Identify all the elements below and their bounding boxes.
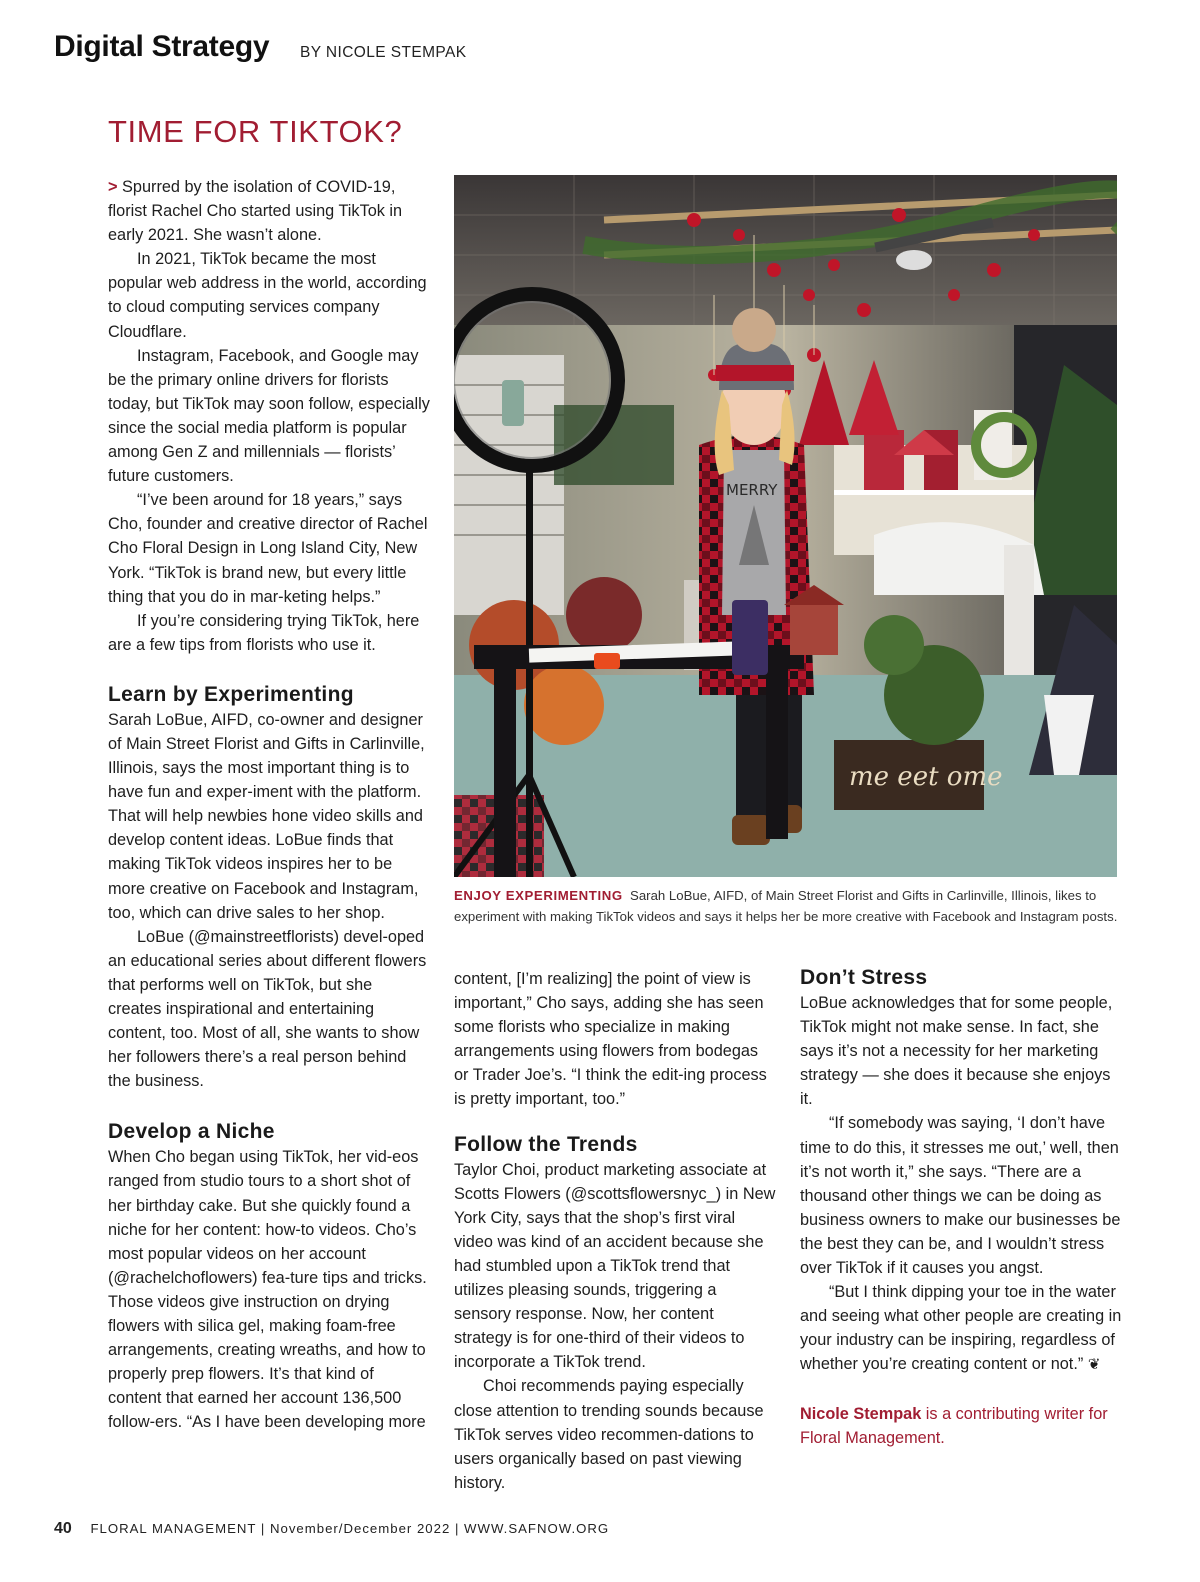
subheading-stress: Don’t Stress [800, 966, 928, 989]
author-bio-text: is a contributing writer for Floral Management. [800, 1404, 1108, 1447]
paragraph: Instagram, Facebook, and Google may be the primary online drivers for florists today, but TikTok may soon follow, especially since the social media platform is popular among Gen Z and millennials — florists’ future customers. [108, 346, 430, 486]
intro-arrow-icon: > [108, 178, 118, 196]
paragraph-text: Spurred by the isolation of COVID-19, florist Rachel Cho started using TikTok in early 2021. She wasn’t alone. [108, 178, 403, 245]
paragraph-text: “But I think dipping your toe in the water and seeing what other people are creating in your industry can be inspiring, regardless of whether you’re creating content or not.” [800, 1283, 1122, 1374]
article-photo [454, 175, 1117, 877]
article-column-2 [454, 967, 776, 1495]
page-number: 40 [54, 1520, 72, 1537]
section-title: Digital Strategy [54, 30, 270, 63]
paragraph: “I’ve been around for 18 years,” says Cho, founder and creative director of Rachel Cho Floral Design in Long Island City, New York. “TikTok is brand new, but every little thing that you do in mar-keting helps.” [108, 491, 428, 606]
end-mark-icon: ❦ [1087, 1356, 1101, 1374]
author-bio [800, 1402, 1122, 1450]
paragraph: When Cho began using TikTok, her vid-eos ranged from studio tours to a short shot of her birthday cake. But she quickly found a niche for her content: how-to videos. Cho’s most popular videos on her account (@rachelchoflowers) fea-ture tips and tricks. Those videos give instruction on drying flowers with silica gel, making foam-free arrangements, creating wreaths, and how to properly prep flowers. It’s that kind of content that earned her account 136,500 follow-ers. “As I have been developing more [108, 1148, 427, 1432]
paragraph: In 2021, TikTok became the most popular web address in the world, according to cloud computing services company Cloudflare. [108, 250, 427, 341]
page-footer [54, 1520, 609, 1538]
paragraph [108, 175, 430, 247]
footer-text: FLORAL MANAGEMENT | November/December 2022 | WWW.SAFNOW.ORG [90, 1521, 610, 1536]
article-column-1 [108, 175, 430, 1435]
paragraph: content, [I’m realizing] the point of view is important,” Cho says, adding she has seen some florists who specialize in making arrangements using flowers from bodegas or Trader Joe’s. “I think the edit-ing process is pretty important, too.” [454, 970, 767, 1109]
paragraph: “If somebody was saying, ‘I don’t have time to do this, it stresses me out,’ well, then it’s not worth it,” she says. “There are a thousand other things we can be doing as business owners to make our businesses be the best they can be, and I wouldn’t stress over TikTok if it causes you angst. [800, 1114, 1121, 1278]
article-column-3 [800, 965, 1122, 1450]
author-name: Nicole Stempak [800, 1404, 922, 1423]
caption-text: Sarah LoBue, AIFD, of Main Street Florist and Gifts in Carlinville, Illinois, likes to experiment with making TikTok videos and says it helps her be more creative with Facebook and Instagram posts. [454, 888, 1118, 924]
paragraph: If you’re considering trying TikTok, here are a few tips from florists who use it. [108, 611, 420, 654]
caption-lead: ENJOY EXPERIMENTING [454, 888, 623, 903]
paragraph: LoBue acknowledges that for some people, TikTok might not make sense. In fact, she says it’s not a necessity for her marketing strategy — she does it because she enjoys it. [800, 994, 1113, 1109]
sweater-text: MERRY [726, 481, 778, 499]
rug-text: me eet ome [849, 762, 1003, 792]
byline: BY NICOLE STEMPAK [300, 44, 467, 61]
paragraph: Taylor Choi, product marketing associate at Scotts Flowers (@scottsflowersnyc_) in New York City, says that the shop’s first viral video was kind of an accident because she had stumbled upon a TikTok trend that utilizes pleasing sounds, triggering a sensory response. Now, her content strategy is for one-third of their videos to incorporate a TikTok trend. [454, 1160, 776, 1372]
article-headline: TIME FOR TIKTOK? [108, 114, 403, 149]
photo-caption [454, 886, 1120, 927]
subheading-trends: Follow the Trends [454, 1132, 638, 1156]
paragraph [800, 1280, 1122, 1377]
photo-illustration [454, 175, 1117, 877]
paragraph: Sarah LoBue, AIFD, co-owner and designer of Main Street Florist and Gifts in Carlinville, Illinois, says the most important thing is to have fun and exper-iment with the platform. That will help newbies hone video skills and develop content ideas. LoBue finds that making TikTok videos inspires her to be more creative on Facebook and Instagram, too, which can drive sales to her shop. [108, 710, 425, 922]
paragraph: Choi recommends paying especially close attention to trending sounds because TikTok serves video recommen-dations to users organically based on past viewing history. [454, 1377, 764, 1492]
paragraph: LoBue (@mainstreetflorists) devel-oped an educational series about different flowers that performs well on TikTok, but she creates inspirational and entertaining content, too. Most of all, she wants to show her followers there’s a real person behind the business. [108, 927, 427, 1091]
subheading-niche: Develop a Niche [108, 1120, 275, 1144]
subheading-experimenting: Learn by Experimenting [108, 682, 354, 706]
